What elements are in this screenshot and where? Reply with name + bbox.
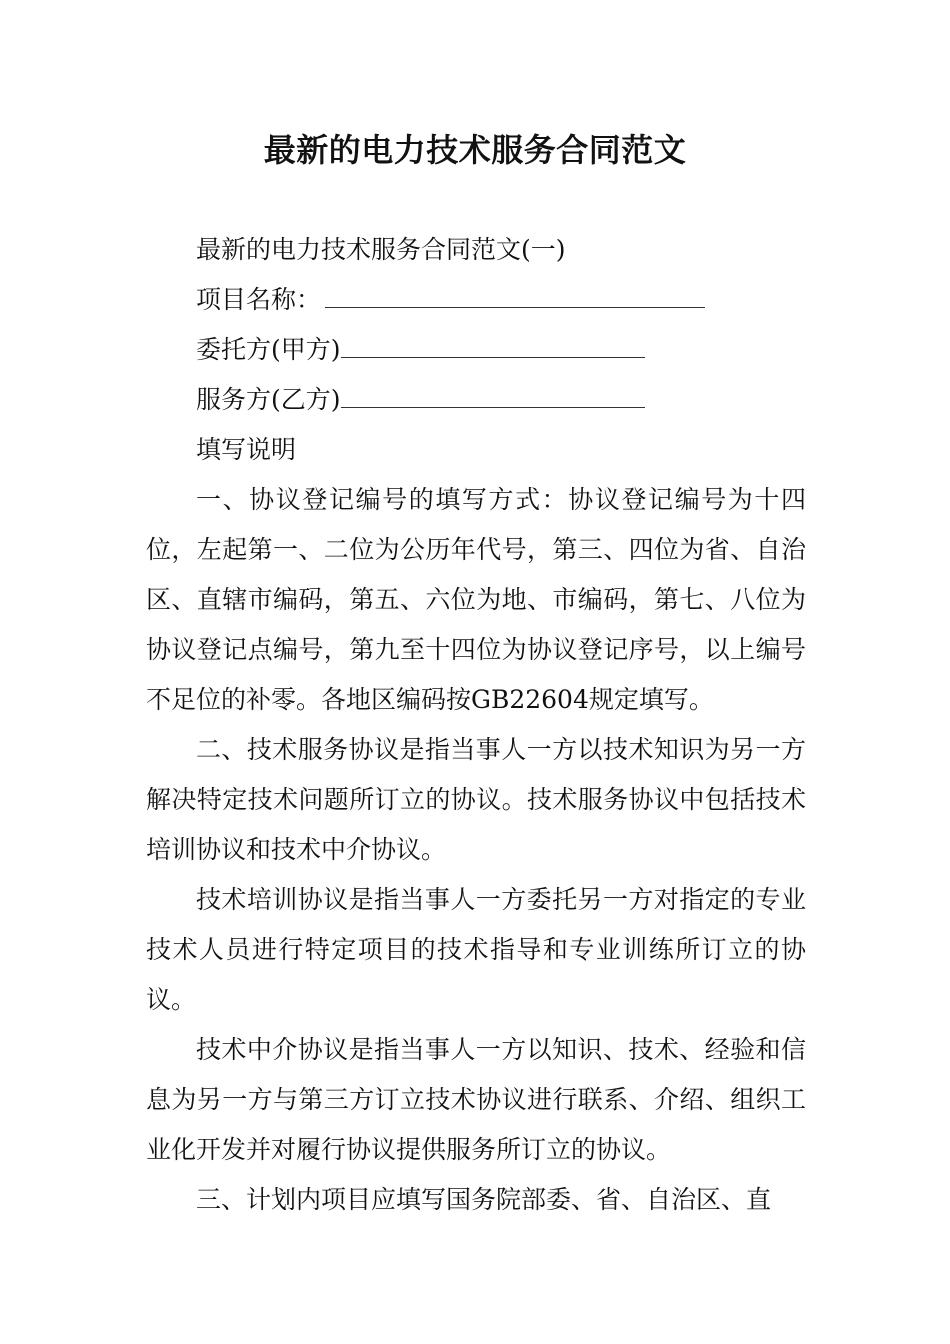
project-name-blank [325, 277, 705, 308]
project-name-label: 项目名称： [196, 285, 322, 314]
client-blank [341, 327, 645, 358]
instructions-heading: 填写说明 [196, 435, 297, 464]
document-title: 最新的电力技术服务合同范文 [263, 131, 687, 169]
instruction-paragraph-4: 技术中介协议是指当事人一方以知识、技术、经验和信息为另一方与第三方订立技术协议进行联系、介绍、组织工业化开发并对履行协议提供服务所订立的协议。 [146, 1035, 806, 1164]
instruction-paragraph-1: 一、协议登记编号的填写方式：协议登记编号为十四位，左起第一、二位为公历年代号，第三、四位为省、自治区、直辖市编码，第五、六位为地、市编码，第七、八位为协议登记点编号，第九至十四位为协议登记序号，以上编号不足位的补零。各地区编码按GB22604规定填写。 [146, 485, 806, 714]
contract-subtitle: 最新的电力技术服务合同范文(一) [196, 235, 566, 264]
client-row [146, 325, 806, 375]
provider-row [146, 375, 806, 425]
provider-label: 服务方(乙方) [196, 385, 341, 414]
instruction-paragraph-3: 技术培训协议是指当事人一方委托另一方对指定的专业技术人员进行特定项目的技术指导和专业训练所订立的协议。 [146, 885, 806, 1014]
client-label: 委托方(甲方) [196, 335, 341, 364]
instruction-paragraph-5: 三、计划内项目应填写国务院部委、省、自治区、直 [196, 1185, 772, 1214]
instruction-paragraph-2: 二、技术服务协议是指当事人一方以技术知识为另一方解决特定技术问题所订立的协议。技术服务协议中包括技术培训协议和技术中介协议。 [146, 735, 806, 864]
document-body [146, 225, 806, 1225]
project-name-row [146, 275, 806, 325]
provider-blank [341, 377, 645, 408]
